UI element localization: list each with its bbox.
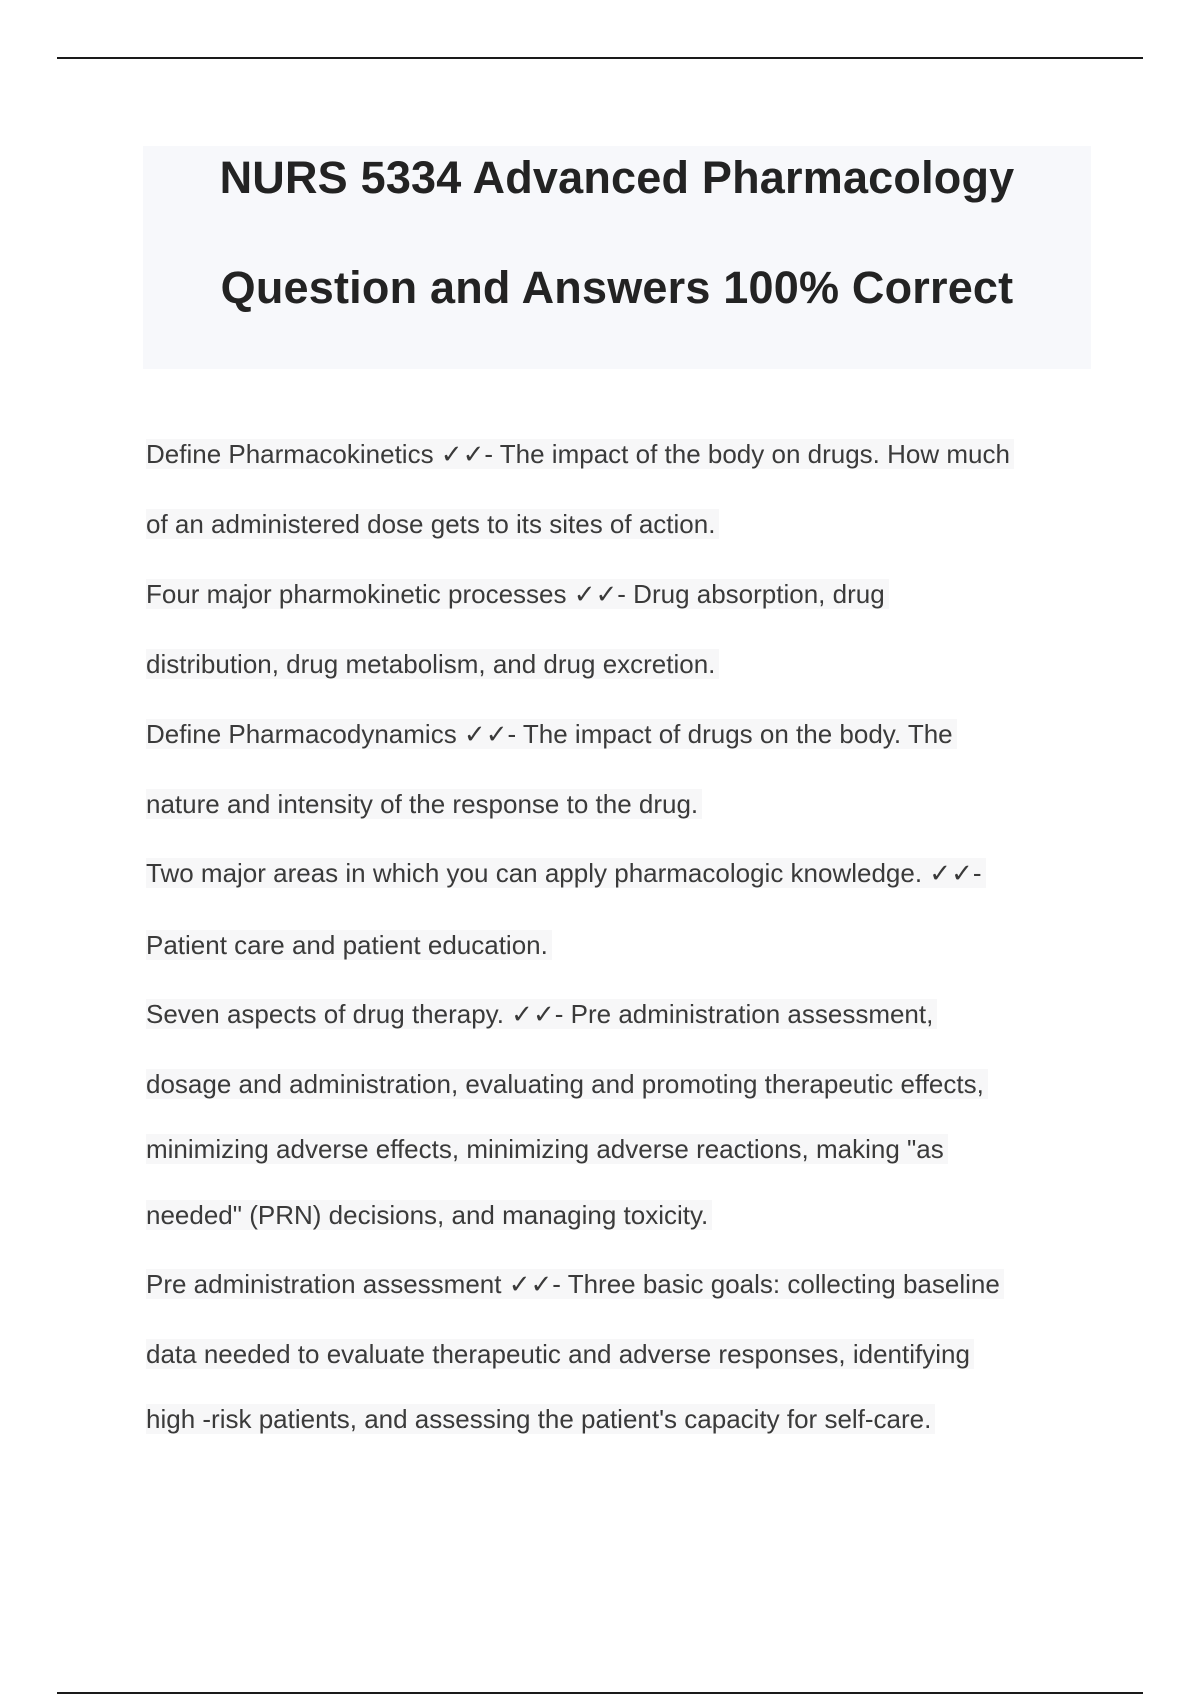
- qa-line: [146, 996, 937, 1032]
- qa-text: high -risk patients, and assessing the patient's capacity for self-care.: [146, 1404, 935, 1434]
- qa-line: [146, 506, 719, 542]
- document-title-line-1: NURS 5334 Advanced Pharmacology: [219, 152, 1015, 203]
- qa-text: Two major areas in which you can apply pharmacologic knowledge. ✓✓-: [146, 858, 986, 888]
- bottom-rule: [57, 1692, 1143, 1694]
- document-title-block: [143, 146, 1091, 369]
- qa-text: minimizing adverse effects, minimizing adverse reactions, making "as: [146, 1134, 948, 1164]
- qa-line: [146, 1066, 988, 1102]
- qa-line: [146, 927, 552, 963]
- qa-text: dosage and administration, evaluating and promoting therapeutic effects,: [146, 1069, 988, 1099]
- qa-line: [146, 1266, 1004, 1302]
- qa-line: [146, 786, 702, 822]
- qa-text: Pre administration assessment ✓✓- Three basic goals: collecting baseline: [146, 1269, 1004, 1299]
- qa-text: of an administered dose gets to its sites of action.: [146, 509, 719, 539]
- qa-line: [146, 1131, 948, 1167]
- qa-line: [146, 646, 719, 682]
- qa-line: [146, 1401, 935, 1437]
- qa-text: Define Pharmacodynamics ✓✓- The impact of drugs on the body. The: [146, 719, 957, 749]
- qa-line: [146, 855, 986, 891]
- qa-text: data needed to evaluate therapeutic and adverse responses, identifying: [146, 1339, 974, 1369]
- qa-text: Seven aspects of drug therapy. ✓✓- Pre administration assessment,: [146, 999, 937, 1029]
- qa-line: [146, 1336, 974, 1372]
- qa-text: distribution, drug metabolism, and drug excretion.: [146, 649, 719, 679]
- qa-line: [146, 716, 957, 752]
- qa-text: nature and intensity of the response to the drug.: [146, 789, 702, 819]
- document-title-line-2: Question and Answers 100% Correct: [220, 262, 1014, 313]
- qa-line: [146, 436, 1014, 472]
- top-rule: [57, 57, 1143, 59]
- qa-text: needed" (PRN) decisions, and managing toxicity.: [146, 1200, 712, 1230]
- qa-line: [146, 1197, 712, 1233]
- qa-line: [146, 576, 889, 612]
- qa-text: Four major pharmokinetic processes ✓✓- Drug absorption, drug: [146, 579, 889, 609]
- qa-text: Patient care and patient education.: [146, 930, 552, 960]
- qa-text: Define Pharmacokinetics ✓✓- The impact of the body on drugs. How much: [146, 439, 1014, 469]
